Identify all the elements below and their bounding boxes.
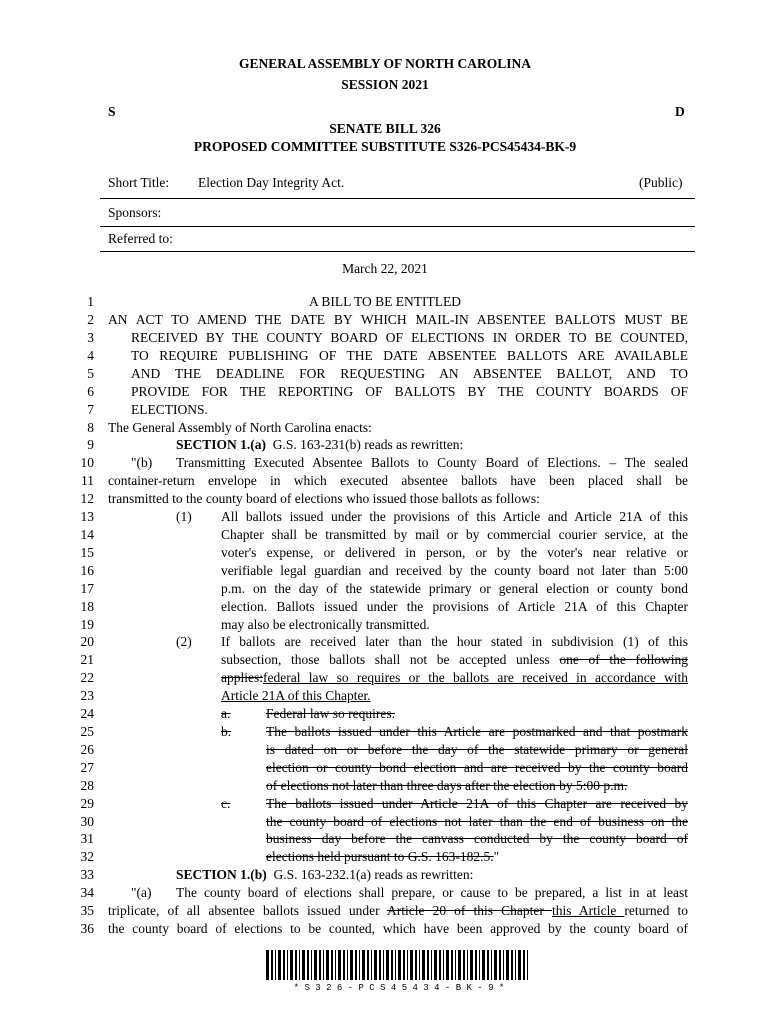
public-label: (Public) <box>639 175 683 190</box>
divider <box>100 226 695 227</box>
body-text: subsection, those ballots shall not be accepted unless <box>221 652 560 667</box>
line-number: 34 <box>80 885 94 900</box>
sponsors-label: Sponsors: <box>108 205 162 220</box>
short-title-label: Short Title: <box>108 175 170 190</box>
line-number: 13 <box>80 509 94 524</box>
body-line: verifiable legal guardian and received by the county board not later than 5:00 <box>221 563 688 578</box>
body-text: returned to <box>624 903 688 918</box>
bill-number: SENATE BILL 326 <box>329 121 441 136</box>
assembly-heading: GENERAL ASSEMBLY OF NORTH CAROLINA <box>238 56 532 71</box>
deleted-text: of elections not later than three days after the election by 5:00 p.m. <box>266 778 628 793</box>
barcode-bar <box>443 950 444 980</box>
barcode-bar <box>515 950 516 980</box>
section-text: G.S. 163-231(b) reads as rewritten: <box>266 437 464 452</box>
body-line: Transmitting Executed Absentee Ballots to County Board of Elections. – The sealed <box>176 455 688 470</box>
barcode-bar <box>403 950 405 980</box>
line-number: 10 <box>80 455 94 470</box>
line-number: 14 <box>80 527 94 542</box>
barcode-bar <box>410 950 413 980</box>
line-number: 24 <box>80 706 94 721</box>
barcode-bar <box>338 950 341 980</box>
deleted-text: The ballots issued under Article 21A of this Chapter are received by <box>266 796 688 811</box>
barcode-bar <box>367 950 369 980</box>
substitute-title: PROPOSED COMMITTEE SUBSTITUTE S326-PCS45434-BK-9 <box>193 139 577 154</box>
line-number: 3 <box>87 330 94 345</box>
deleted-text: is dated on or before the day of the statewide primary or general <box>266 742 688 757</box>
line-number: 29 <box>80 796 94 811</box>
body-line: the county board of elections to be counted, which have been approved by the county board of <box>108 921 688 936</box>
barcode-bar <box>374 950 377 980</box>
deleted-item-label: c. <box>221 796 231 811</box>
short-title: Election Day Integrity Act. <box>198 175 345 190</box>
deleted-text: one of the following <box>559 652 688 667</box>
barcode-bar <box>467 950 468 980</box>
enacting-clause: The General Assembly of North Carolina enacts: <box>108 420 372 435</box>
body-line: Chapter shall be transmitted by mail or by commercial courier service, at the <box>221 527 688 542</box>
line-number: 31 <box>80 831 94 846</box>
barcode-bar <box>458 950 461 980</box>
line-number: 6 <box>87 384 94 399</box>
barcode-bar <box>266 950 269 980</box>
body-line: The county board of elections shall prepare, or cause to be prepared, a list in at least <box>176 885 688 900</box>
act-title-line: PROVIDE FOR THE REPORTING OF BALLOTS BY THE COUNTY BOARDS OF <box>131 384 688 399</box>
line-number: 30 <box>80 814 94 829</box>
section-label: SECTION 1.(a) <box>176 437 267 452</box>
barcode-bar <box>290 950 293 980</box>
line-number: 11 <box>81 473 94 488</box>
line-number: 25 <box>80 724 94 739</box>
act-title-line: ELECTIONS. <box>131 402 208 417</box>
body-line: container-return envelope in which executed absentee ballots have been placed shall be <box>108 473 688 488</box>
barcode-bar <box>499 950 501 980</box>
barcode-bar <box>362 950 365 980</box>
deleted-text: The ballots issued under this Article are postmarked and that postmark <box>266 724 688 739</box>
barcode-bar <box>470 950 473 980</box>
barcode-bar <box>431 950 432 980</box>
line-number: 15 <box>80 545 94 560</box>
act-title-line: RECEIVED BY THE COUNTY BOARD OF ELECTIONS IN ORDER TO BE COUNTED, <box>131 330 688 345</box>
subdivision-number: (2) <box>176 634 192 649</box>
line-number: 12 <box>80 491 94 506</box>
divider <box>100 251 695 252</box>
body-line: voter's expense, or delivered in person, or by the voter's near relative or <box>221 545 688 560</box>
barcode-bar <box>407 950 408 980</box>
body-line: election. Ballots issued under the provisions of Article 21A of this Chapter <box>221 599 688 614</box>
line-number: 7 <box>87 402 94 417</box>
barcode-bar <box>487 950 489 980</box>
deleted-text: the county board of elections not later than the end of business on the <box>266 814 688 829</box>
line-number: 9 <box>87 437 94 452</box>
subdivision-number: (1) <box>176 509 192 524</box>
deleted-text: business day before the canvass conducted by the county board of <box>266 831 688 846</box>
barcode-bar <box>434 950 437 980</box>
document-barcode <box>266 950 532 992</box>
section-label: SECTION 1.(b) <box>176 867 267 882</box>
deleted-item-label: a. <box>221 706 231 721</box>
line-number: 5 <box>87 366 94 381</box>
barcode-bar <box>287 950 288 980</box>
barcode-bar <box>355 950 357 980</box>
inserted-text: federal law so requires or the ballots are received in accordance with <box>263 670 688 685</box>
barcode-text: * S 3 2 6 - P C S 4 5 4 3 4 - B K - 9 * <box>293 983 505 992</box>
barcode-bar <box>503 950 504 980</box>
line-number: 32 <box>80 849 94 864</box>
chamber-right: D <box>675 104 685 119</box>
line-number: 2 <box>87 312 94 327</box>
barcode-bar <box>331 950 333 980</box>
referred-label: Referred to: <box>108 231 173 246</box>
barcode-bar <box>415 950 417 980</box>
line-number: 17 <box>80 581 94 596</box>
line-number: 21 <box>80 652 94 667</box>
deleted-text: Federal law so requires. <box>266 706 395 721</box>
subsection-label: "(a) <box>131 885 152 900</box>
body-line <box>221 652 688 668</box>
line-number: 19 <box>80 617 94 632</box>
barcode-bar <box>383 950 384 980</box>
barcode-bar <box>278 950 281 980</box>
line-number: 33 <box>80 867 94 882</box>
barcode-bar <box>455 950 456 980</box>
body-line: may also be electronically transmitted. <box>221 617 430 632</box>
deleted-item-label: b. <box>221 724 232 739</box>
barcode-bar <box>506 950 509 980</box>
barcode-bar <box>419 950 420 980</box>
line-number: 8 <box>87 420 94 435</box>
barcode-bar <box>371 950 372 980</box>
barcode-bar <box>475 950 477 980</box>
barcode-bar <box>379 950 381 980</box>
barcode-bar <box>311 950 312 980</box>
body-line: p.m. on the day of the statewide primary or general election or county bond <box>221 581 688 596</box>
barcode-bar <box>386 950 389 980</box>
chamber-left: S <box>108 104 116 119</box>
deleted-text: applies: <box>221 670 263 685</box>
barcode-bar <box>335 950 336 980</box>
barcode-bar <box>347 950 348 980</box>
barcode-bar <box>275 950 276 980</box>
barcode-bar <box>271 950 273 980</box>
barcode-bar <box>343 950 345 980</box>
body-text: triplicate, of all absentee ballots issued under <box>108 903 387 918</box>
bill-entitled: A BILL TO BE ENTITLED <box>309 294 461 309</box>
barcode-bar <box>446 950 449 980</box>
deleted-text: elections held pursuant to G.S. 163-182.5. <box>266 849 494 864</box>
line-number: 18 <box>80 599 94 614</box>
barcode-bar <box>482 950 485 980</box>
barcode-bar <box>319 950 321 980</box>
deleted-text: election or county bond election and are received by the county board <box>266 760 688 775</box>
line-number: 23 <box>80 688 94 703</box>
barcode-bar <box>359 950 360 980</box>
section-heading <box>176 867 473 883</box>
line-number: 20 <box>80 634 94 649</box>
barcode-bar <box>398 950 401 980</box>
barcode-bar <box>427 950 429 980</box>
barcode-bar <box>422 950 425 980</box>
subsection-label: "(b) <box>131 455 153 470</box>
barcode-bar <box>395 950 396 980</box>
line-number: 1 <box>87 294 94 309</box>
deleted-text: Article 20 of this Chapter <box>387 903 552 918</box>
act-title-line: AN ACT TO AMEND THE DATE BY WHICH MAIL-IN ABSENTEE BALLOTS MUST BE <box>108 312 688 327</box>
barcode-bar <box>314 950 317 980</box>
line-number: 26 <box>80 742 94 757</box>
barcode-bar <box>323 950 324 980</box>
barcode-bar <box>523 950 525 980</box>
closing-quote: " <box>493 849 500 864</box>
act-title-line: AND THE DEADLINE FOR REQUESTING AN ABSENTEE BALLOT, AND TO <box>131 366 688 381</box>
barcode-bar <box>350 950 353 980</box>
line-number: 35 <box>80 903 94 918</box>
barcode-bar <box>491 950 492 980</box>
barcode-bar <box>451 950 453 980</box>
barcode-bar <box>295 950 297 980</box>
body-line: transmitted to the county board of elections who issued those ballots as follows: <box>108 491 540 506</box>
barcode-bar <box>299 950 300 980</box>
act-title-line: TO REQUIRE PUBLISHING OF THE DATE ABSENTEE BALLOTS ARE AVAILABLE <box>131 348 688 363</box>
body-line <box>221 670 688 686</box>
barcode-bar <box>511 950 513 980</box>
barcode-bar <box>326 950 329 980</box>
barcode-bar <box>283 950 285 980</box>
barcode-bar <box>463 950 465 980</box>
inserted-text: Article 21A of this Chapter. <box>221 688 371 703</box>
line-number: 16 <box>80 563 94 578</box>
section-text: G.S. 163-232.1(a) reads as rewritten: <box>266 867 474 882</box>
line-number: 22 <box>80 670 94 685</box>
barcode-bar <box>439 950 441 980</box>
barcode-bar <box>518 950 521 980</box>
body-line: All ballots issued under the provisions of this Article and Article 21A of this <box>221 509 688 524</box>
body-line <box>108 903 688 919</box>
divider <box>100 198 695 199</box>
line-number: 4 <box>87 348 94 363</box>
barcode-bar <box>479 950 480 980</box>
body-line: If ballots are received later than the hour stated in subdivision (1) of this <box>221 634 688 649</box>
barcode-bar <box>494 950 497 980</box>
barcode-bar <box>302 950 305 980</box>
line-number: 27 <box>80 760 94 775</box>
line-number: 28 <box>80 778 94 793</box>
line-number: 36 <box>80 921 94 936</box>
session-heading: SESSION 2021 <box>341 77 429 92</box>
inserted-text: this Article <box>551 903 625 918</box>
barcode-bar <box>307 950 309 980</box>
barcode-bar <box>391 950 393 980</box>
section-heading <box>176 437 463 453</box>
barcode-bar <box>527 950 528 980</box>
barcode-bars <box>266 950 528 980</box>
body-line <box>266 849 499 865</box>
bill-date: March 22, 2021 <box>342 261 428 276</box>
